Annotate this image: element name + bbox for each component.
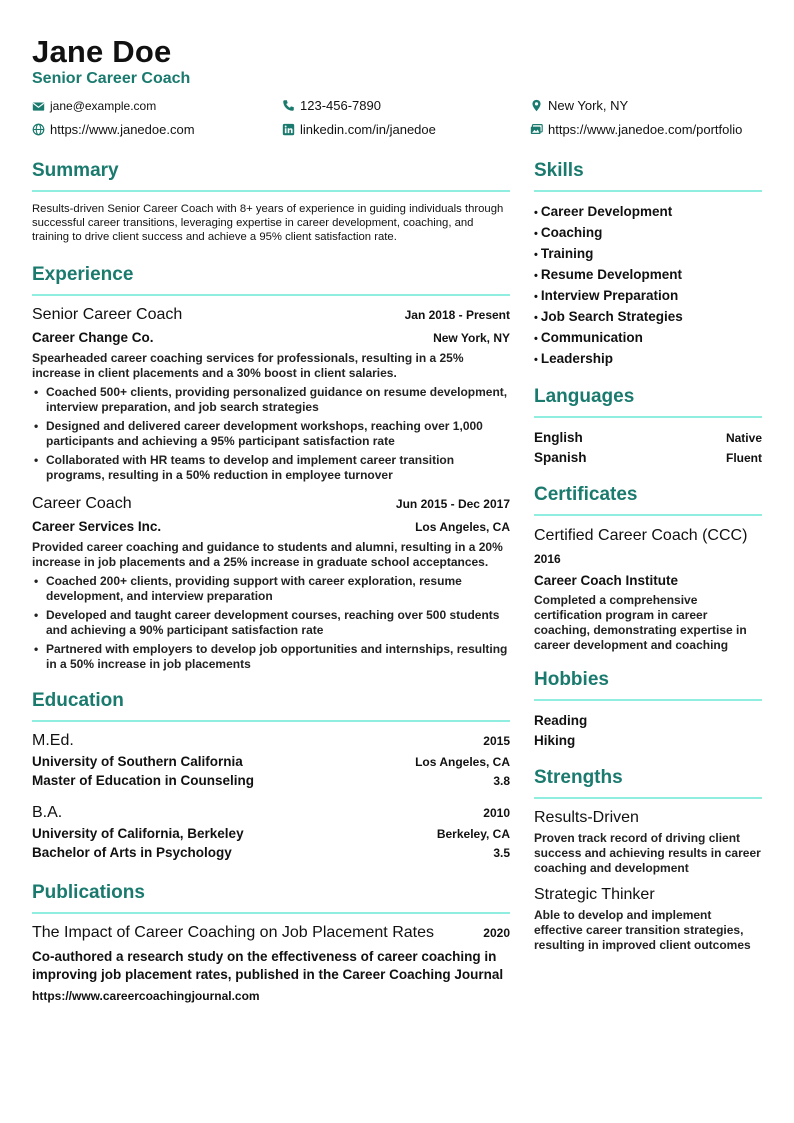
job-title: Senior Career Coach: [32, 306, 183, 323]
skills-heading: Skills: [534, 160, 762, 192]
strength-title: Strategic Thinker: [534, 886, 655, 903]
strength-description: Able to develop and implement effective career transition strategies, resulting in improved client outcomes: [534, 908, 751, 952]
education-entry: [32, 732, 510, 788]
edu-gpa: 3.8: [493, 774, 510, 788]
summary-text: Results-driven Senior Career Coach with 8+ years of experience in guiding individuals through successful career transitions, leveraging expertise in career development, coaching, and training to drive client success and achieve a 95% client satisfaction rate.: [32, 203, 504, 243]
strength-description: Proven track record of driving client success and achieving results in career coaching and development: [534, 831, 761, 875]
globe-icon: [32, 123, 45, 136]
contact-website[interactable]: [32, 122, 195, 137]
job-bullet: • Coached 200+ clients, providing support with career exploration, resume development, and interview preparation: [32, 574, 510, 604]
cert-year: 2016: [534, 552, 561, 566]
hobbies-list: [534, 711, 762, 751]
job-bullet: • Partnered with employers to develop job opportunities and internships, resulting in a 50% increase in job placements: [32, 642, 510, 672]
publications-heading: Publications: [32, 882, 510, 914]
edu-degree: B.A.: [32, 804, 63, 821]
language-level: Native: [725, 431, 762, 445]
contact-phone[interactable]: [282, 98, 381, 113]
certificate-entry: [534, 526, 762, 653]
language-level: Fluent: [726, 451, 762, 465]
skill-item: • Training: [534, 244, 762, 265]
hobbies-heading: Hobbies: [534, 669, 762, 701]
contact-email[interactable]: [32, 99, 156, 113]
job-description: Provided career coaching and guidance to students and alumni, resulting in a 20% increase in job placements and a 25% increase in graduate school acceptances.: [32, 540, 503, 569]
language-row: [534, 428, 762, 448]
contact-portfolio[interactable]: [530, 122, 742, 137]
edu-field: Master of Education in Counseling: [32, 773, 255, 788]
publication-entry: [32, 924, 510, 1003]
website-text: https://www.janedoe.com: [50, 122, 195, 137]
job-entry: [32, 306, 510, 483]
job-location: New York, NY: [433, 331, 510, 345]
pub-title: The Impact of Career Coaching on Job Placement Rates: [32, 924, 434, 941]
contact-location: [530, 98, 628, 113]
job-description: Spearheaded career coaching services for professionals, resulting in a 25% increase in client placements and a 30% boost in client salaries.: [32, 351, 464, 380]
hobby-item: Hiking: [534, 733, 576, 748]
job-entry: [32, 495, 510, 672]
pub-description: Co-authored a research study on the effectiveness of career coaching in improving job placement rates, published in the Career Coaching Journal: [32, 949, 504, 982]
job-bullets: [32, 574, 510, 672]
cert-title: Certified Career Coach (CCC): [534, 527, 748, 544]
job-bullets: [32, 385, 510, 483]
job-date: Jun 2015 - Dec 2017: [395, 497, 510, 511]
pub-year: 2020: [483, 926, 510, 940]
language-name: Spanish: [534, 450, 587, 465]
skill-item: • Coaching: [534, 223, 762, 244]
linkedin-text: linkedin.com/in/janedoe: [300, 122, 436, 137]
left-column: [32, 160, 510, 1003]
job-location: Los Angeles, CA: [415, 520, 510, 534]
language-name: English: [534, 430, 583, 445]
summary-heading: Summary: [32, 160, 510, 192]
skill-item: • Communication: [534, 328, 762, 349]
edu-degree: M.Ed.: [32, 732, 74, 749]
job-title: Career Coach: [32, 495, 132, 512]
hobby-item: Reading: [534, 713, 588, 728]
skill-item: • Interview Preparation: [534, 286, 762, 307]
job-bullet: • Coached 500+ clients, providing personalized guidance on resume development, interview preparation, and job search strategies: [32, 385, 510, 415]
map-pin-icon: [530, 99, 543, 112]
candidate-title: Senior Career Coach: [32, 70, 191, 87]
job-date: Jan 2018 - Present: [404, 308, 510, 322]
linkedin-icon: [282, 123, 295, 136]
language-row: [534, 448, 762, 468]
education-heading: Education: [32, 690, 510, 722]
education-entry: [32, 804, 510, 860]
skill-item: • Job Search Strategies: [534, 307, 762, 328]
cert-description: Completed a comprehensive certification program in career coaching, demonstrating expertise in career development and coaching: [534, 593, 747, 652]
languages-heading: Languages: [534, 386, 762, 418]
image-gallery-icon: [530, 123, 543, 136]
email-text: jane@example.com: [50, 99, 157, 113]
job-company: Career Change Co.: [32, 330, 154, 345]
portfolio-text: https://www.janedoe.com/portfolio: [548, 122, 743, 137]
skills-list: [534, 202, 762, 370]
pub-url[interactable]: https://www.careercoachingjournal.com: [32, 989, 260, 1003]
phone-text: 123-456-7890: [300, 98, 381, 113]
experience-heading: Experience: [32, 264, 510, 296]
job-bullet: • Developed and taught career development courses, reaching over 500 students and achieving a 90% participant satisfaction rate: [32, 608, 510, 638]
job-bullet: • Collaborated with HR teams to develop and implement career transition programs, resulting in a 50% reduction in employee turnover: [32, 453, 510, 483]
edu-school: University of California, Berkeley: [32, 826, 244, 841]
envelope-icon: [32, 100, 45, 113]
cert-org: Career Coach Institute: [534, 573, 679, 588]
skill-item: • Resume Development: [534, 265, 762, 286]
edu-location: Berkeley, CA: [436, 827, 510, 841]
location-text: New York, NY: [548, 98, 629, 113]
edu-school: University of Southern California: [32, 754, 243, 769]
contact-linkedin[interactable]: [282, 122, 436, 137]
job-bullet: • Designed and delivered career development workshops, reaching over 1,000 participants and achieving a 95% participant satisfaction rate: [32, 419, 510, 449]
edu-gpa: 3.5: [493, 846, 510, 860]
skill-item: • Career Development: [534, 202, 762, 223]
strength-entry: [534, 809, 762, 876]
strengths-heading: Strengths: [534, 767, 762, 799]
skill-item: • Leadership: [534, 349, 762, 370]
phone-icon: [282, 99, 295, 112]
certificates-heading: Certificates: [534, 484, 762, 516]
edu-location: Los Angeles, CA: [415, 755, 510, 769]
job-company: Career Services Inc.: [32, 519, 162, 534]
candidate-name: Jane Doe: [32, 34, 172, 69]
edu-field: Bachelor of Arts in Psychology: [32, 845, 232, 860]
edu-year: 2015: [483, 734, 510, 748]
strength-entry: [534, 886, 762, 953]
languages-list: [534, 428, 762, 468]
right-column: [534, 160, 762, 963]
strength-title: Results-Driven: [534, 809, 639, 826]
edu-year: 2010: [483, 806, 510, 820]
